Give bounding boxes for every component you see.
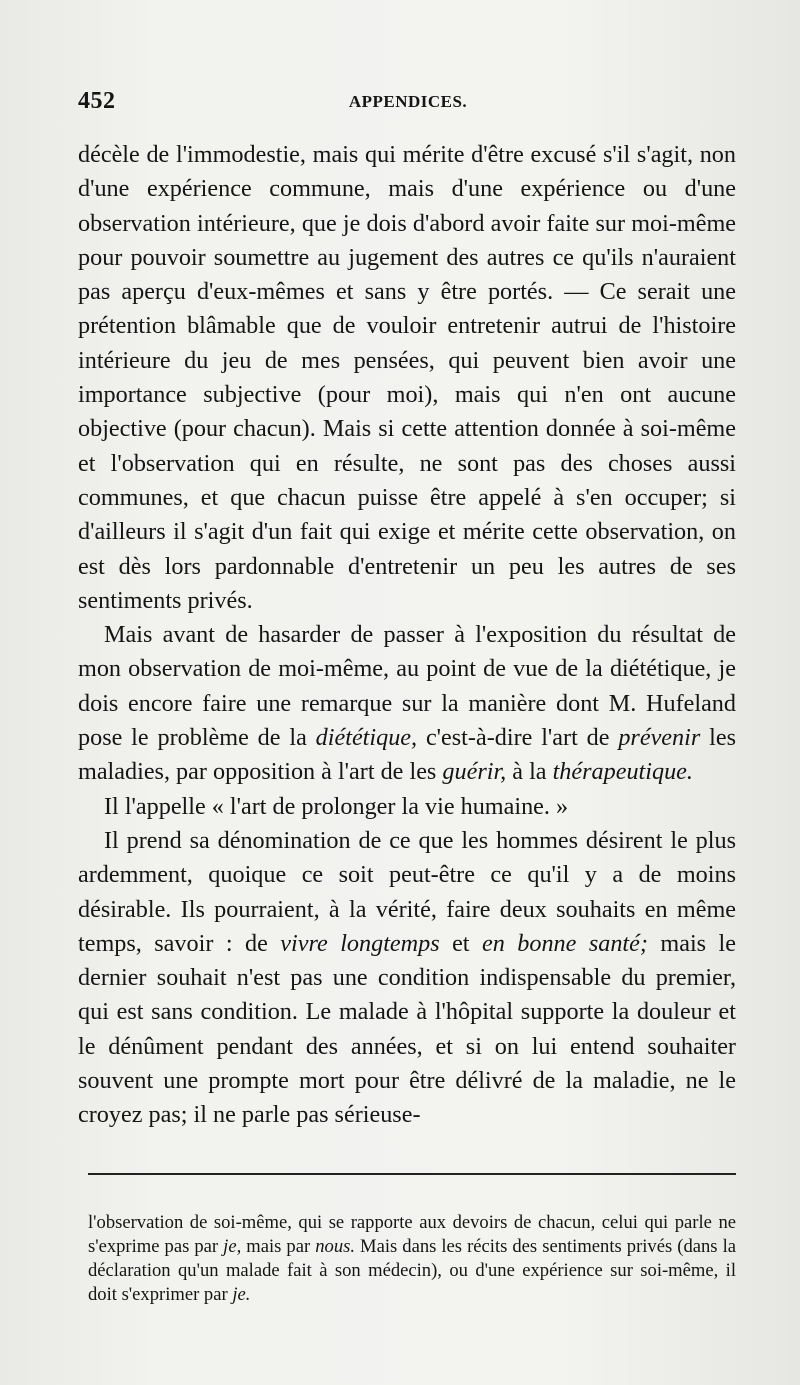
italic-term: en bonne santé;: [481, 929, 648, 957]
paragraph-2: [78, 618, 736, 789]
text-run: les maladies, par opposition à l'art de les: [78, 724, 736, 786]
footnote-rule: [88, 1173, 736, 1175]
text-run: Mais avant de hasarder de passer à l'exposition du résultat de mon observation de moi-même, au point de vue de la diététique, je dois encore faire une remarque sur la manière dont M. Hufeland pose le problème de la: [78, 621, 736, 752]
page-header: [78, 88, 738, 122]
italic-term: je,: [223, 1236, 242, 1257]
italic-term: thérapeutique.: [552, 758, 693, 786]
text-run: c'est-à-dire l'art de: [417, 724, 619, 752]
italic-term: je.: [232, 1284, 251, 1305]
italic-term: nous.: [315, 1236, 355, 1257]
text-run: mais par: [241, 1236, 316, 1257]
running-head: APPENDICES.: [348, 92, 468, 111]
italic-term: diététique,: [315, 724, 418, 752]
paragraph-3: Il l'appelle « l'art de prolonger la vie humaine. »: [104, 792, 569, 820]
text-run: mais le dernier souhait n'est pas une condition indispensable du premier, qui est sans condition. Le malade à l'hôpital supporte la douleur et le dénûment pendant des années, et si on lui entend souhaiter souvent une prompte mort pour être délivré de la maladie, ne le croyez pas; il ne parle pas sérieuse-: [78, 929, 736, 1129]
text-run: Il prend sa dénomination de ce que les hommes désirent le plus ardemment, quoique ce soit peut-être ce qu'il y a de moins désirable. Ils pourraient, à la vérité, faire deux souhaits en même temps, savoir : de: [78, 826, 736, 957]
paragraph-4: [78, 824, 736, 1133]
italic-term: prévenir: [618, 724, 701, 752]
italic-term: vivre longtemps: [280, 929, 440, 957]
text-run: Mais dans les récits des sentiments privés (dans la déclaration qu'un malade fait à son médecin), ou d'une expérience sur soi-même, il doit s'exprimer par: [88, 1236, 736, 1305]
paragraph-1: décèle de l'immodestie, mais qui mérite d'être excusé s'il s'agit, non d'une expérience commune, mais d'une expérience ou d'une observation intérieure, que je dois d'abord avoir faite sur moi-même pour pouvoir soumettre au jugement des autres ce qu'ils n'auraient pas aperçu d'eux-mêmes et sans y être portés. — Ce serait une prétention blâmable que de vouloir entretenir autrui de l'histoire intérieure du jeu de mes pensées, qui peuvent bien avoir une importance subjective (pour moi), mais qui n'en ont aucune objective (pour chacun). Mais si cette attention donnée à soi-même et l'observation qui en résulte, ne sont pas des choses aussi communes, et que chacun puisse être appelé à s'en occuper; si d'ailleurs il s'agit d'un fait qui exige et mérite cette observation, on est dès lors pardonnable d'entretenir un peu les autres de ses sentiments privés.: [78, 141, 736, 614]
page-number: 452: [78, 88, 116, 114]
main-text: [78, 138, 736, 1133]
footnote: [88, 1211, 736, 1307]
text-run: à la: [506, 758, 553, 786]
italic-term: guérir,: [442, 758, 507, 786]
text-run: et: [439, 929, 482, 957]
text-run: l'observation de soi-même, qui se rapporte aux devoirs de chacun, celui qui parle ne s'exprime pas par: [88, 1212, 736, 1257]
